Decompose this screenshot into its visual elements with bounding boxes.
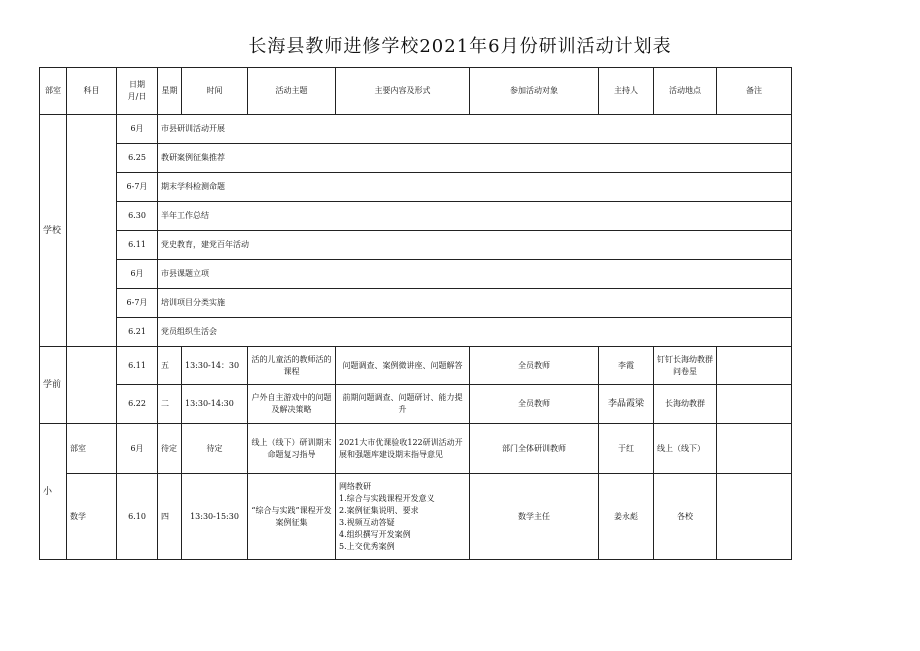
- content-cell: [336, 474, 470, 560]
- weekday-cell: 五: [158, 347, 182, 385]
- theme-cell: “综合与实践”课程开发案例征集: [248, 474, 336, 560]
- date-cell: 6.25: [117, 144, 158, 173]
- time-cell: 待定: [182, 424, 248, 474]
- location-cell: 线上（线下）: [654, 424, 717, 474]
- content-line: 5.上交优秀案例: [339, 541, 395, 551]
- date-cell: 6.11: [117, 347, 158, 385]
- dept-primary: 小: [40, 424, 67, 560]
- header-subject: 科目: [67, 68, 117, 115]
- activity-cell: 党员组织生活会: [158, 318, 792, 347]
- header-row: [40, 68, 792, 115]
- participants-cell: 数学主任: [470, 474, 599, 560]
- date-cell: 6.30: [117, 202, 158, 231]
- content-cell: 2021大市优课验收122研训活动开展和强题库建设期末指导意见: [336, 424, 470, 474]
- dept-school: 学校: [40, 115, 67, 347]
- content-cell: 问题调查、案例微讲座、问题解答: [336, 347, 470, 385]
- time-cell: 13:30-15:30: [182, 474, 248, 560]
- weekday-cell: 四: [158, 474, 182, 560]
- participants-cell: 全员教师: [470, 385, 599, 424]
- header-content: 主要内容及形式: [336, 68, 470, 115]
- page-title: 长海县教师进修学校2021年6月份研训活动计划表: [248, 36, 672, 57]
- table-row: [40, 385, 792, 424]
- time-cell: 13:30-14：30: [182, 347, 248, 385]
- header-participants: 参加活动对象: [470, 68, 599, 115]
- weekday-cell: 二: [158, 385, 182, 424]
- activity-cell: 培训项目分类实施: [158, 289, 792, 318]
- date-cell: 6-7月: [117, 289, 158, 318]
- date-cell: 6月: [117, 115, 158, 144]
- notes-cell: [717, 424, 792, 474]
- weekday-cell: 待定: [158, 424, 182, 474]
- content-line: 3.视频互动答疑: [339, 517, 395, 527]
- location-cell: 长海幼教群: [654, 385, 717, 424]
- table-row: [40, 347, 792, 385]
- date-cell: 6.10: [117, 474, 158, 560]
- content-line: 1.综合与实践课程开发意义: [339, 493, 435, 503]
- subject-cell-empty: [67, 115, 117, 347]
- content-cell: 前期问题调查、问题研讨、能力提升: [336, 385, 470, 424]
- table-row: [40, 231, 792, 260]
- table-row: [40, 173, 792, 202]
- participants-cell: 部门全体研训教师: [470, 424, 599, 474]
- host-cell: 姜永彪: [599, 474, 654, 560]
- activity-cell: 期末学科检测命题: [158, 173, 792, 202]
- date-cell: 6月: [117, 260, 158, 289]
- dept-preschool: 学前: [40, 347, 67, 424]
- notes-cell: [717, 347, 792, 385]
- activity-cell: 市县研训活动开展: [158, 115, 792, 144]
- host-cell: 李晶霞梁: [599, 385, 654, 424]
- header-dept: 部室: [40, 68, 67, 115]
- header-date: 日期 月/日: [117, 68, 158, 115]
- table-row: [40, 474, 792, 560]
- theme-cell: 活的儿童活的教师活的课程: [248, 347, 336, 385]
- date-cell: 6.21: [117, 318, 158, 347]
- plan-table: [39, 67, 792, 560]
- theme-cell: 线上（线下）研训期末命题复习指导: [248, 424, 336, 474]
- header-host: 主持人: [599, 68, 654, 115]
- header-notes: 备注: [717, 68, 792, 115]
- header-location: 活动地点: [654, 68, 717, 115]
- content-line: 网络教研: [339, 481, 371, 491]
- activity-cell: 市县课题立项: [158, 260, 792, 289]
- location-cell: 钉钉长海幼教群问卷星: [654, 347, 717, 385]
- date-cell: 6.11: [117, 231, 158, 260]
- header-time: 时间: [182, 68, 248, 115]
- subject-cell-empty: [67, 347, 117, 424]
- participants-cell: 全员教师: [470, 347, 599, 385]
- table-row: [40, 289, 792, 318]
- content-line: 2.案例征集说明、要求: [339, 505, 419, 515]
- host-cell: 于红: [599, 424, 654, 474]
- date-cell: 6.22: [117, 385, 158, 424]
- table-row: [40, 424, 792, 474]
- subject-cell: 数学: [67, 474, 117, 560]
- table-row: [40, 202, 792, 231]
- date-cell: 6-7月: [117, 173, 158, 202]
- table-row: [40, 144, 792, 173]
- table-row: [40, 318, 792, 347]
- header-weekday: 星期: [158, 68, 182, 115]
- activity-cell: 半年工作总结: [158, 202, 792, 231]
- content-line: 4.组织撰写开发案例: [339, 529, 411, 539]
- table-row: [40, 115, 792, 144]
- subject-cell: 部室: [67, 424, 117, 474]
- notes-cell: [717, 385, 792, 424]
- host-cell: 李霞: [599, 347, 654, 385]
- table-row: [40, 260, 792, 289]
- header-theme: 活动主题: [248, 68, 336, 115]
- activity-cell: 教研案例征集推荐: [158, 144, 792, 173]
- location-cell: 各校: [654, 474, 717, 560]
- date-cell: 6月: [117, 424, 158, 474]
- theme-cell: 户外自主游戏中的问题及解决策略: [248, 385, 336, 424]
- notes-cell: [717, 474, 792, 560]
- time-cell: 13:30-14:30: [182, 385, 248, 424]
- activity-cell: 党史教育，建党百年活动: [158, 231, 792, 260]
